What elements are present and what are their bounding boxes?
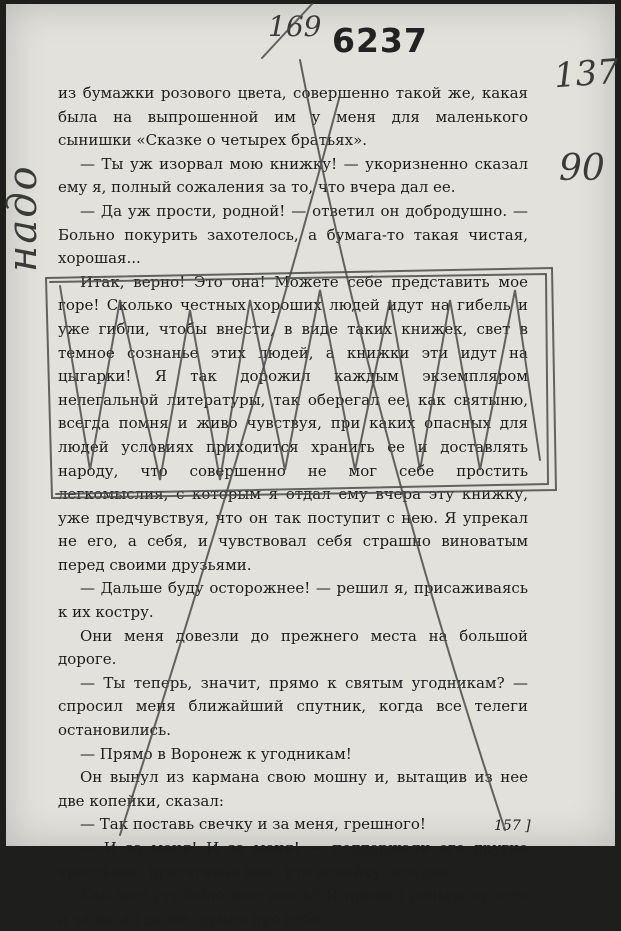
body-text — [58, 82, 528, 931]
paragraph-9: Он вынул из кармана свою мошну и, вытащив из нее две копейки, сказал: — [58, 768, 528, 810]
paragraph-5: — Дальше буду осторожнее! — решил я, присаживаясь к их костру. — [58, 579, 528, 622]
handwritten-folio-number: 137 — [552, 51, 621, 97]
printed-page-number: 157 ] — [494, 818, 531, 834]
paragraph-10: — Так поставь свечку и за меня, грешного! — [80, 815, 426, 834]
paragraph-1: из бумажки розового цвета, совершенно такой же, какая была на выпрошенной им у меня для маленького сынишки «Сказке о четырех братьях». — [58, 84, 528, 150]
handwritten-margin-note: надо — [0, 164, 46, 272]
paragraph-6: Они меня довезли до прежнего места на большой дороге. — [58, 626, 528, 669]
handwritten-page-number: 169 — [268, 10, 322, 43]
paragraph-7: — Ты теперь, значит, прямо к святым угодникам? — спросил меня ближайший спутник, когда все телеги остановились. — [58, 673, 528, 740]
paragraph-4: Итак, верно! Это она! Можете себе представить мое горе! Сколько честных хороших людей идут на гибель и уже гибли, чтобы внести, в виде таких книжек, свет в темное сознанье этих людей, а книжки эти идут на цыгарки! Я так дорожил каждым экземпляром нелегальной литературы, так оберегал ее, как святыню, всегда помня и живо чувствуя, при каких опасных для людей условиях приходится хранить ее и доставлять народу, что совершенно не мог себе простить легкомыслия, с которым я отдал ему вчера эту книжку, уже предчувствуя, что он так поступит с нею. Я упрекал не его, а себя, и чувствовал себя страшно виноватым перед своими друзьями. — [58, 272, 528, 574]
handwritten-note-number: 90 — [559, 148, 605, 189]
archive-number-stamp: 6237 — [332, 21, 428, 60]
paragraph-2: — Ты уж изорвал мою книжку! — укоризненно сказал ему я, полный сожаления за то, что вчера дал ее. — [58, 154, 528, 197]
paragraph-3: — Да уж прости, родной! — ответил он добродушно. — Больно покурить захотелось, а бумага-то такая чистая, хорошая... — [58, 201, 528, 268]
document-page — [0, 4, 621, 928]
paragraph-8: — Прямо в Воронеж к угодникам! — [80, 744, 352, 763]
paragraph-11: — И за меня! И за меня! — поддержали его другие крестьяне, протягивая мне, кто копейку, кто две. — [58, 839, 528, 881]
paragraph-12: Как мне тут было поступить? Я принял деньги от всех и зашагал далее, думая про себя: — [58, 886, 528, 928]
